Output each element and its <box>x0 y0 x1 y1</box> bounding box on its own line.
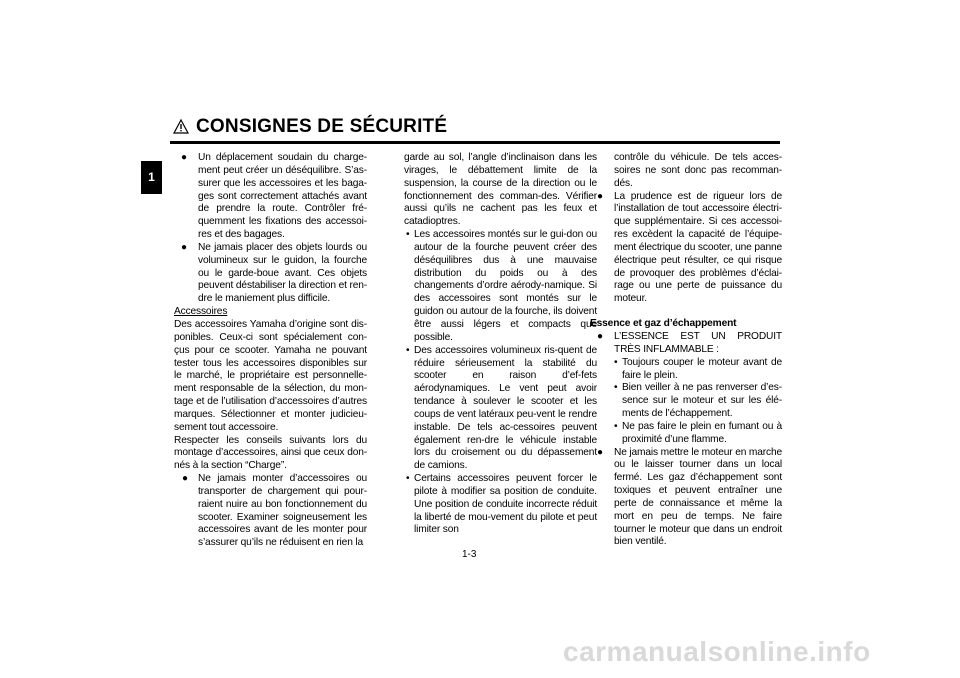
warning-triangle-icon <box>173 119 189 139</box>
bullet-item: ● L’ESSENCE EST UN PRODUIT TRÈS INFLAMMABLE : <box>590 331 782 357</box>
sub-bullet-item: • Bien veiller à ne pas renverser d’es-sence sur le moteur et sur les élé-ments de l’échappement. <box>590 382 782 421</box>
sub-bullet-item: • Les accessoires montés sur le gui-don ou autour de la fourche peuvent créer des déséquilibres dus à une mauvaise distribution du poids ou à des changements d’ordre aérody-namique. Si des accessoires sont montés sur le guidon ou autour de la fourche, ils doivent être aussi légers et compacts que possible. <box>404 229 597 345</box>
watermark: carmanualsonline.info <box>563 636 871 667</box>
bullet-item: ● Un déplacement soudain du charge-ment peut créer un déséquilibre. S’as-surer que les accessoires et les baga-ges sont correctement attachés avant de prendre la route. Contrôler fré-quemment les fixations des accessoi-res et des bagages. <box>174 152 367 242</box>
paragraph: Des accessoires Yamaha d’origine sont dis-ponibles. Ceux-ci sont spécialement con-çus pour ce scooter. Yamaha ne pouvant tester tous les accessoires disponibles sur le marché, le propriétaire est personnelle-ment responsable de la sélection, du mon-tage et de l’utilisation d’accessoires d’autres marques. Sélectionner et monter judicieu-sement tout accessoire. <box>174 318 367 433</box>
sub-bullet-item: • Des accessoires volumineux ris-quent de réduire sérieusement la stabilité du scooter en raison d’ef-fets aérodynamiques. Le vent peut avoir tendance à soulever le scooter et les coups de vent latéraux peu-vent le rendre instable. De tels ac-cessoires peuvent également ren-dre le véhicule instable lors du croisement ou du dépassement de camions. <box>404 345 597 473</box>
paragraph: contrôle du véhicule. De tels acces-soires ne sont donc pas recomman-dés. <box>614 152 782 189</box>
chapter-tab <box>141 161 162 194</box>
section-heading: Essence et gaz d’échappement <box>590 318 737 330</box>
column-2 <box>404 152 597 537</box>
sub-bullet-item: • Toujours couper le moteur avant de faire le plein. <box>590 357 782 383</box>
sub-bullet-item: • Ne pas faire le plein en fumant ou à proximité d’une flamme. <box>590 421 782 447</box>
header-rule <box>170 141 780 144</box>
column-3 <box>590 152 782 549</box>
sub-bullet-item: • Certains accessoires peuvent forcer le pilote à modifier sa position de conduite. Une position de conduite incorrecte réduit la liberté de mou-vement du pilote et peut limiter son <box>404 473 597 537</box>
chapter-number: 1 <box>148 170 155 184</box>
section-heading: Accessoires <box>174 306 228 318</box>
bullet-item: ● Ne jamais mettre le moteur en marche ou le laisser tourner dans un local fermé. Les gaz d’échappement sont toxiques et peuvent entraîner une perte de connaissance et même la mort en peu de temps. Ne faire tourner le moteur que dans un endroit bien ventilé. <box>590 447 782 550</box>
bullet-item: ● Ne jamais monter d’accessoires ou transporter de chargement qui pour-raient nuire au bon fonctionnement du scooter. Examiner soigneusement les accessoires avant de les monter pour s’assurer qu’ils ne réduisent en rien la <box>174 473 367 550</box>
paragraph: Respecter les conseils suivants lors du montage d’accessoires, ainsi que ceux don-nés à la section “Charge”. <box>174 434 367 472</box>
page-header <box>170 117 780 141</box>
page-title: CONSIGNES DE SÉCURITÉ <box>196 116 448 137</box>
column-1 <box>174 152 367 550</box>
bullet-item: ● Ne jamais placer des objets lourds ou volumineux sur le guidon, la fourche ou le garde-boue avant. Ces objets peuvent déstabiliser la direction et ren-dre le maniement plus difficile. <box>174 242 367 306</box>
page-number: 1-3 <box>462 549 477 560</box>
paragraph: garde au sol, l’angle d’inclinaison dans les virages, le débattement limite de la suspension, la course de la direction ou le fonctionnement des comman-des. Vérifier aussi qu’ils ne cachent pas les feux et catadioptres. <box>404 152 597 228</box>
bullet-item: ● La prudence est de rigueur lors de l’installation de tout accessoire électri-que supplémentaire. Si ces accessoi-res excèdent la capacité de l’équipe-ment électrique du scooter, une panne électrique peut résulter, ce qui risque de provoquer des problèmes d’éclai-rage ou une perte de puissance du moteur. <box>590 191 782 307</box>
